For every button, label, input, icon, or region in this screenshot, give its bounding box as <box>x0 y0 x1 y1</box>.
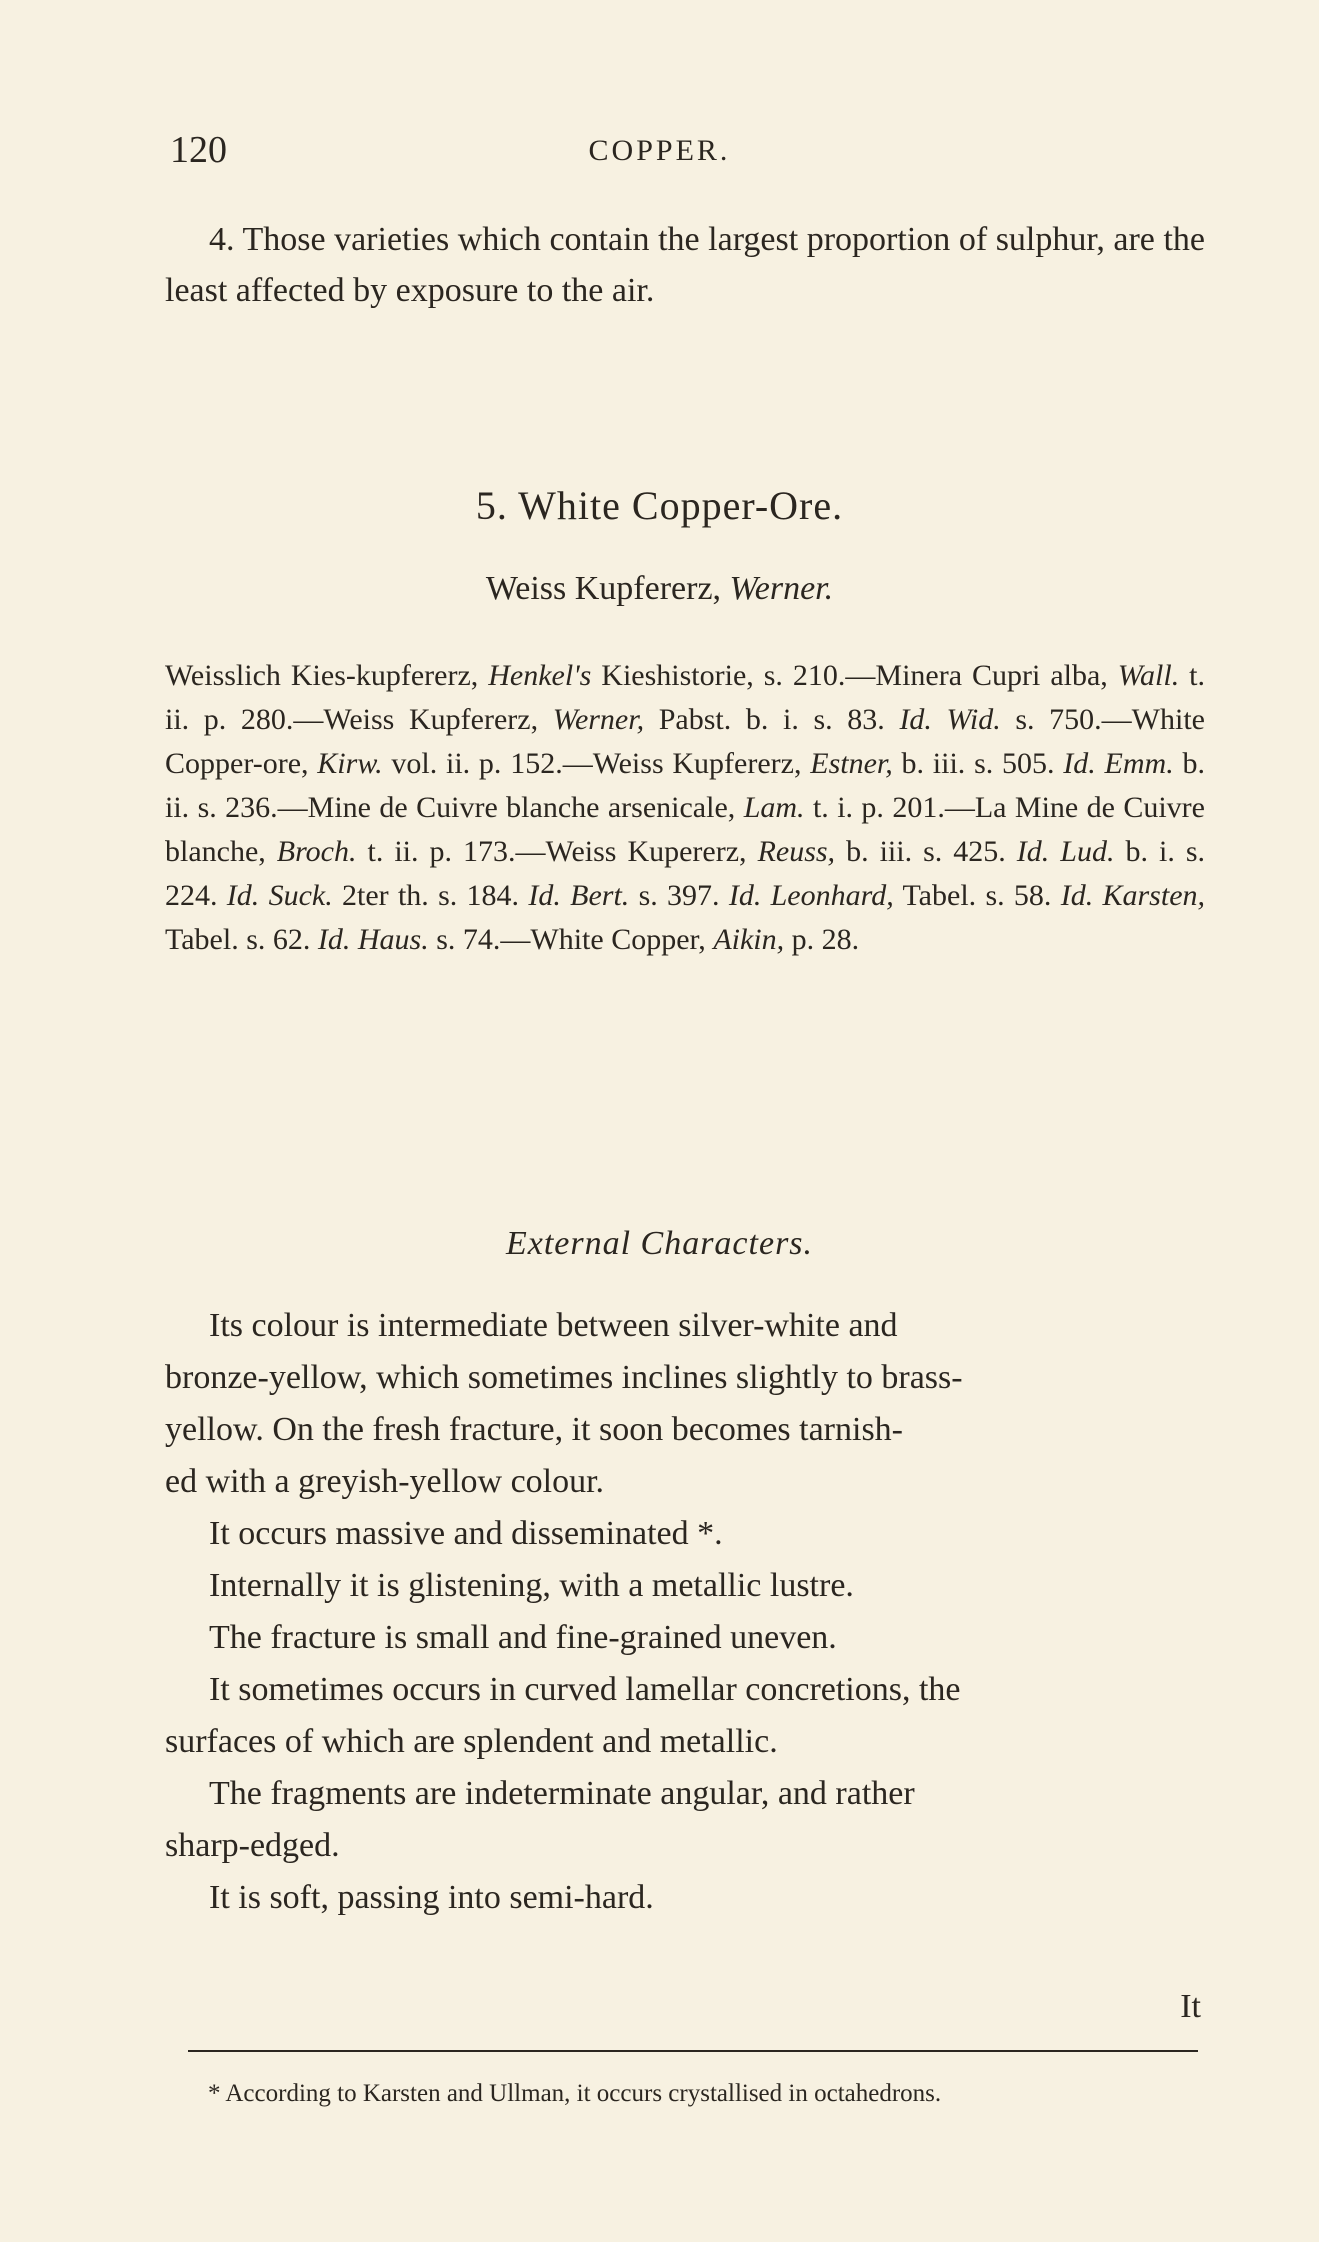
synonymy-citation-author: Broch. <box>276 835 357 868</box>
intro-paragraph: 4. Those varieties which contain the largest proportion of sulphur, are the least affected by exposure to the air. <box>165 221 1205 309</box>
text-line: surfaces of which are splendent and metallic. <box>165 1723 778 1760</box>
synonymy-text: s. 750.—White Copper-ore, <box>165 703 1205 780</box>
synonymy-text: t. ii. p. 280.—Weiss Kupfererz, <box>165 659 1206 736</box>
text-line: yellow. On the fresh fracture, it soon becomes tarnish- <box>165 1411 904 1448</box>
synonymy-text: b. iii. s. 505. <box>892 747 1064 780</box>
synonymy-citation-author: Id. Wid. <box>899 703 1001 736</box>
synonymy-text: b. ii. s. 236.—Mine de Cuivre blanche arsenicale, <box>165 747 1205 824</box>
synonymy-text: s. 397. <box>629 879 729 912</box>
text-line: ed with a greyish-yellow colour. <box>165 1463 605 1500</box>
synonymy-citation-author: Id. Haus. <box>317 923 429 956</box>
text-line: It is soft, passing into semi-hard. <box>209 1879 654 1916</box>
subtitle-text: Weiss Kupfererz, <box>485 570 730 607</box>
synonymy-citation-author: Id. Leonhard, <box>728 879 894 912</box>
synonymy-text: t. i. p. 201.—La Mine de Cuivre blanche, <box>165 791 1205 868</box>
synonymy-text: Tabel. s. 58. <box>893 879 1061 912</box>
synonymy-citation-author: Id. Bert. <box>528 879 630 912</box>
text-line: bronze-yellow, which sometimes inclines slightly to brass- <box>165 1359 963 1396</box>
page-header <box>170 128 1149 178</box>
synonymy-citation-author: Aikin, <box>713 923 785 956</box>
synonymy-text: Kieshistorie, s. 210.—Minera Cupri alba, <box>591 659 1118 692</box>
synonymy-text: Weisslich Kies-kupfererz, <box>165 659 489 692</box>
text-line: The fracture is small and fine-grained uneven. <box>209 1619 837 1656</box>
synonymy-citation-author: Reuss, <box>757 835 836 868</box>
text-line: sharp-edged. <box>165 1827 340 1864</box>
text-line: The fragments are indeterminate angular, and rather <box>209 1775 915 1812</box>
synonymy-citation-author: Henkel's <box>488 659 592 692</box>
synonymy-citation-author: Id. Karsten, <box>1060 879 1206 912</box>
synonymy-citation-author: Estner, <box>810 747 893 780</box>
synonymy-text: Tabel. s. 62. <box>165 923 318 956</box>
footnote: * According to Karsten and Ullman, it occurs crystallised in octahedrons. <box>208 2080 942 2107</box>
text-line: It sometimes occurs in curved lamellar concretions, the <box>209 1671 961 1708</box>
synonymy-citation-author: Kirw. <box>317 747 383 780</box>
synonymy-citation-author: Id. Lud. <box>1016 835 1115 868</box>
synonymy-text: Pabst. b. i. s. 83. <box>644 703 900 736</box>
synonymy-text: 2ter th. s. 184. <box>332 879 529 912</box>
synonymy-text: vol. ii. p. 152.—Weiss Kupfererz, <box>382 747 811 780</box>
section-title: 5. White Copper-Ore. <box>475 483 844 528</box>
text-line: Its colour is intermediate between silver-white and <box>209 1307 898 1344</box>
synonymy-citation-author: Id. Suck. <box>226 879 333 912</box>
synonymy-text: b. i. s. 224. <box>165 835 1205 912</box>
footnote-divider <box>188 2050 1198 2052</box>
synonymy-text: b. iii. s. 425. <box>835 835 1017 868</box>
synonymy-citation-author: Lam. <box>743 791 805 824</box>
external-characters-text <box>165 1300 1205 1924</box>
subtitle-author: Werner. <box>729 570 834 607</box>
synonymy-text: t. ii. p. 173.—Weiss Kupererz, <box>356 835 758 868</box>
synonymy-citation-author: Id. Emm. <box>1063 747 1174 780</box>
section-subtitle <box>0 570 1319 608</box>
text-line: It occurs massive and disseminated *. <box>209 1515 723 1552</box>
external-characters-heading: External Characters. <box>505 1225 814 1262</box>
catchword: It <box>1180 1988 1201 2025</box>
synonymy-citation-author: Werner, <box>552 703 645 736</box>
synonymy-paragraph <box>165 654 1205 962</box>
page-number: 120 <box>170 129 227 171</box>
synonymy-text: s. 74.—White Copper, <box>428 923 714 956</box>
synonymy-citation-author: Wall. <box>1117 659 1180 692</box>
text-line: Internally it is glistening, with a metallic lustre. <box>209 1567 854 1604</box>
synonymy-text: p. 28. <box>784 923 860 956</box>
running-head: COPPER. <box>588 134 731 167</box>
